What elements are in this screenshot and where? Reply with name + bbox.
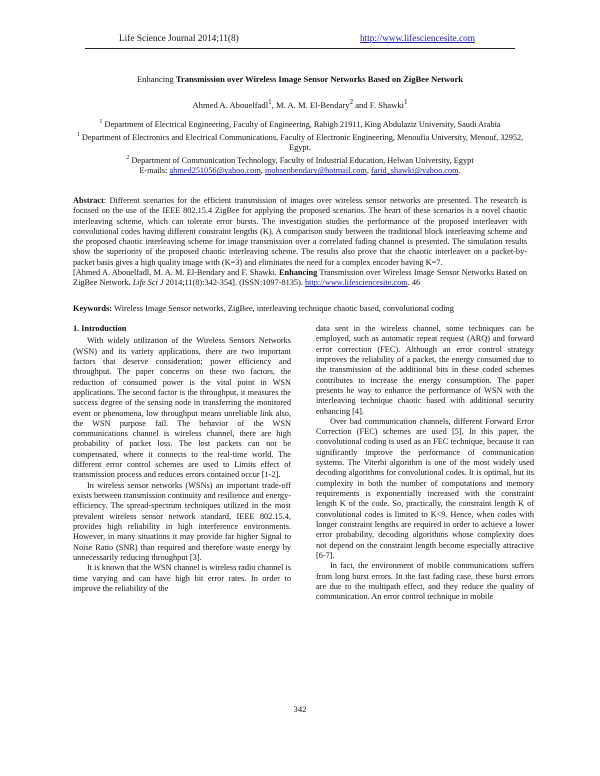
email-link-3[interactable]: farid_shawki@yahoo.com xyxy=(371,166,459,176)
journal-name: Life Science Journal 2014;11(8) xyxy=(119,34,239,44)
abstract-text: : Different scenarios for the efficient transmission of images over wireless sensor networks are presented. The research is focused on the use of the IEEE 802.15.4 ZigBee for applying the proposed scenarios. The heart of these scenarios is a novel chaotic interleaving scheme, which can tolerate error bursts. The investigation studies the performance of the proposed interleaver with convolutional codes having different constraint lengths (K). A comparison study between the traditional block interleaving scheme and the proposed chaotic interleaving scheme for image transmission over a correlated fading channel is presented. The simulation results show the superiority of the proposed chaotic interleaving scheme. The results also prove that the chaotic interleaver on a packet-by-packet basis gives a high quality image with (K=3) and eliminates the need for a complex encoder having K=7. xyxy=(73,196,527,267)
citation-bold: Enhancing xyxy=(279,268,318,278)
email-label: E-mails: xyxy=(139,166,170,176)
citation-details: 2014;11(8):342-354]. (ISSN:1097-8135). xyxy=(163,278,303,288)
email-line xyxy=(70,166,530,176)
right-column xyxy=(316,324,534,602)
citation-url-link[interactable]: http://www.lifesciencesite.com xyxy=(305,278,408,288)
author-list xyxy=(40,97,560,111)
title-prefix: Enhancing xyxy=(136,74,174,84)
affiliation-1-text: Department of Electrical Engineering, Faculty of Engineering, Rabigh 21911, King Abdulaziz University, Saudi Arabia xyxy=(104,119,501,129)
email-link-2[interactable]: mohsenbendary@hotmail.com xyxy=(264,166,367,176)
keywords-text: Wireless Image Sensor networks, ZigBee, interleaving technique chaotic based, convolutional coding xyxy=(112,304,454,313)
affiliation-1-sup: 1 xyxy=(99,119,103,125)
keywords-line xyxy=(73,304,527,315)
author-3: and F. Shawki xyxy=(353,99,404,110)
author-1-sup: 1 xyxy=(268,98,272,106)
abstract-block xyxy=(73,196,527,289)
email-link-1[interactable]: ahmed251056@yahoo.com xyxy=(169,166,261,176)
email-sep-2: , xyxy=(366,166,371,176)
keywords-label: Keywords: xyxy=(73,304,113,313)
affiliation-2 xyxy=(70,130,530,153)
affiliation-1 xyxy=(70,117,530,130)
affiliation-3-sup: 2 xyxy=(126,155,130,162)
abstract-paragraph xyxy=(73,196,527,268)
affiliation-2-text: Department of Electronics and Electrical Communications, Faculty of Electronic Engineering, Menoufia University, Menouf, 32952, Egypt. xyxy=(81,132,524,153)
author-3-sup: 1 xyxy=(403,98,408,106)
author-1: Ahmed A. Abouelfadl xyxy=(192,99,269,110)
left-paragraph-1: With widely utilization of the Wireless Sensors Networks (WSN) and its variety applications, there are two important factors that deserve consideration; power efficiency and throughput. The paper concerns on these two factors, the reduction of consumed power is the vital point in WSN applications. The second factor is the throughput, it measures the success degree of the sensing node in transferring the monitored event or phenomena, low throughput means unreliable link also, the WSN purpose fail. The behavior of the WSN communications channel is wireless channel, there are high probability of packet loss. The lost packets can not be compensated, where it connects to the real-time world. The different error control schemes are used to Limits effect of transmission process and reduces errors contained occur [1-2]. xyxy=(73,336,291,480)
left-column xyxy=(73,324,291,594)
author-2: , M. A. M. El-Bendary xyxy=(271,99,350,110)
page-number: 342 xyxy=(293,704,307,714)
citation-authors: [Ahmed A. Abouelfadl, M. A. M. El-Bendary and F. Shawki. xyxy=(73,268,279,278)
affiliation-3-text: Department of Communication Technology, Faculty of Industrial Education, Helwan University, Egypt xyxy=(131,156,474,166)
email-sep-1: , xyxy=(260,166,265,176)
citation-journal: Life Sci J xyxy=(132,278,164,288)
affiliation-2-sup: 1 xyxy=(76,132,80,139)
author-2-sup: 2 xyxy=(349,98,354,106)
citation-dot: . xyxy=(128,278,133,288)
email-end: . xyxy=(458,166,461,176)
paper-title xyxy=(40,74,560,85)
citation-end: . 46 xyxy=(407,278,421,288)
header-rule xyxy=(85,48,515,49)
left-paragraph-3: It is known that the WSN channel is wireless radio channel is time varying and can have high bit error rates. In order to improve the reliability of the xyxy=(73,563,291,593)
affiliation-3 xyxy=(70,153,530,166)
right-paragraph-1: data sent in the wireless channel, some techniques can be employed, such as automatic repeat request (ARQ) and forward error correction (FEC). Although an error control strategy improves the reliability of a packet, the energy consumed due to the transmission of the additional bits in these coded schemes contributes to increase the energy consumption. The paper presents he way to enhance the performance of WSN with the interleaving technique chaotic based with additional security enhancing [4]. xyxy=(316,324,534,416)
citation-title: Transmission over Wireless Image Sensor Networks Based on ZigBee Network xyxy=(73,268,528,288)
section-heading: 1. Introduction xyxy=(73,324,127,333)
left-paragraph-2: In wireless sensor networks (WSNs) an important trade-off exists between transmission continuity and resilience and energy-efficiency. The spread-spectrum techniques utilized in the most prevalent wireless sensor network standard, IEEE 802.15.4, provides high reliability in high interference environments. However, in many situations it may provide far higher Signal to Noise Ratio (SNR) than required and therefore waste energy by unnecessarily reducing throughput [3]. xyxy=(73,480,291,562)
citation-paragraph xyxy=(73,268,527,289)
journal-url-link[interactable]: http://www.lifesciencesite.com xyxy=(359,34,475,44)
title-bold: Transmission over Wireless Image Sensor Networks Based on ZigBee Network xyxy=(175,74,464,84)
right-paragraph-2: Over bad communication channels, different Forward Error Correction (FEC) schemes are used [5]. In this paper, the convolutional coding is used as an FEC technique, because it can significantly improve the performance of communication systems. The Viterbi algorithm is one of the most widely used decoding algorithms for convolutional codes. It is optimal, but its complexity in both the number of computations and memory requirements is exponentially increased with the constraint length K of the code. So, practically, the constraint length K of convolutional codes is limited to K<9. Hence, when codes with longer constraint lengths are required in order to achieve a lower error probability, decoding algorithms whose complexity does not depend on the constraint length become especially attractive [6-7]. xyxy=(316,416,534,560)
abstract-label: Abstract xyxy=(73,196,104,205)
affiliations xyxy=(70,117,530,177)
right-paragraph-3: In fact, the environment of mobile communications suffers from long burst errors. In the fast fading case, these burst errors are due to the multipath effect, and they reduce the quality of communication. An error control technique in mobile xyxy=(316,561,534,602)
